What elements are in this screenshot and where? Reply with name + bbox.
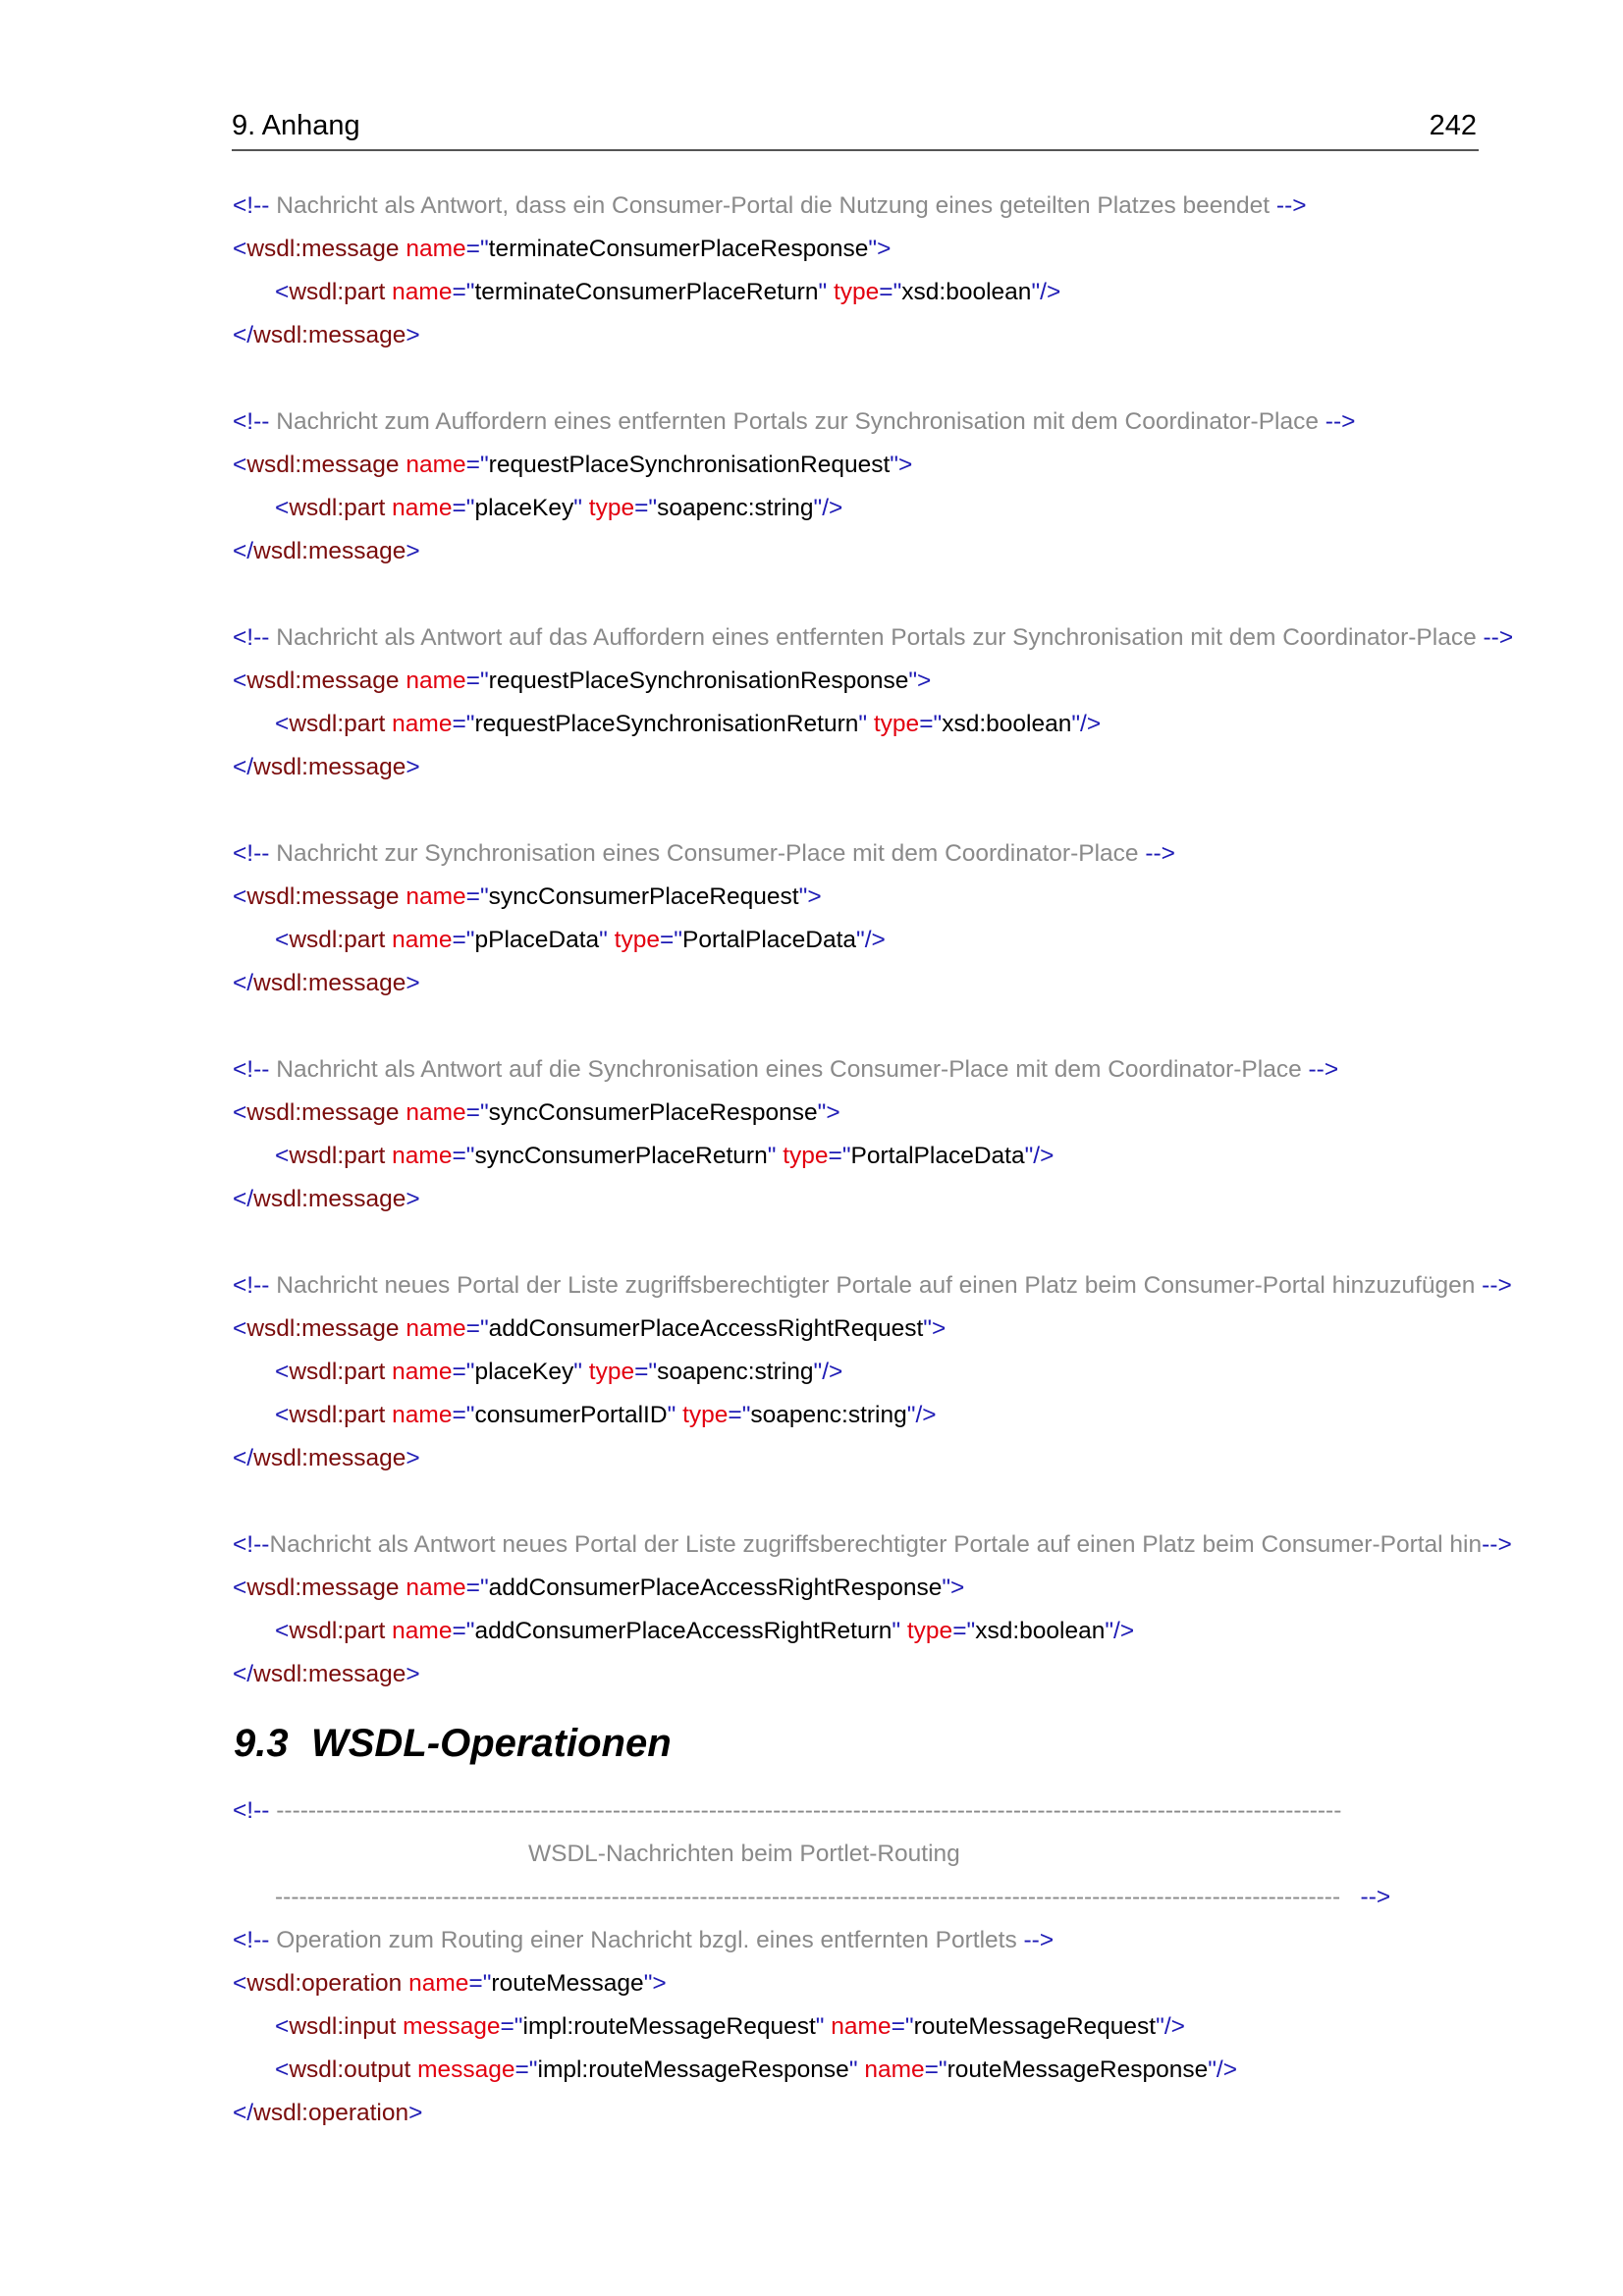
part-type: soapenc:string (750, 1402, 907, 1428)
xml-comment: <!-- Nachricht neues Portal der Liste zugriffsberechtigter Portale auf einen Platz beim Consumer-Portal hinzuzufügen --> (233, 1272, 1512, 1299)
message-part: <wsdl:part name="placeKey" type="soapenc:string"/> (275, 495, 843, 521)
xml-comment: <!-- Nachricht als Antwort auf die Synchronisation eines Consumer-Place mit dem Coordinator-Place --> (233, 1056, 1339, 1083)
message-open-tag: <wsdl:message name="syncConsumerPlaceResponse"> (233, 1099, 840, 1126)
message-name: syncConsumerPlaceRequest (488, 883, 799, 910)
banner-comment-line-2 (233, 1833, 1489, 1876)
message-part: <wsdl:part name="placeKey" type="soapenc:string"/> (275, 1359, 843, 1385)
message-close-tag: </wsdl:message> (233, 1186, 420, 1212)
message-name: syncConsumerPlaceResponse (488, 1099, 818, 1126)
blank-line (233, 789, 1489, 832)
part-name: requestPlaceSynchronisationReturn (474, 711, 859, 737)
message-part: <wsdl:part name="pPlaceData" type="PortalPlaceData"/> (275, 927, 886, 953)
message-part: <wsdl:part name="terminateConsumerPlaceReturn" type="xsd:boolean"/> (275, 279, 1061, 305)
message-name: requestPlaceSynchronisationRequest (488, 452, 891, 478)
message-name: requestPlaceSynchronisationResponse (488, 667, 909, 694)
banner-close: --> (1360, 1884, 1391, 1910)
operation-comment: <!-- Operation zum Routing einer Nachricht bzgl. eines entfernten Portlets --> (233, 1927, 1055, 1953)
operation-input-tag: <wsdl:input message="impl:routeMessageRequest" name="routeMessageRequest"/> (275, 2013, 1185, 2040)
part-type: soapenc:string (657, 495, 814, 521)
blank-line (233, 1005, 1489, 1048)
part-name: placeKey (474, 1359, 574, 1385)
message-name: addConsumerPlaceAccessRightRequest (488, 1315, 924, 1342)
part-type: xsd:boolean (901, 279, 1032, 305)
section-title: WSDL-Operationen (311, 1722, 672, 1765)
wsdl-message-list (233, 185, 1514, 1696)
operation-close-tag: </wsdl:operation> (233, 2100, 423, 2126)
message-open-tag: <wsdl:message name="addConsumerPlaceAccessRightRequest"> (233, 1315, 947, 1342)
section-number: 9.3 (234, 1722, 289, 1765)
comment-text: Nachricht zur Synchronisation eines Consumer-Place mit dem Coordinator-Place (269, 840, 1146, 867)
part-type: soapenc:string (657, 1359, 814, 1385)
message-close-tag: </wsdl:message> (233, 970, 420, 996)
message-part: <wsdl:part name="consumerPortalID" type="soapenc:string"/> (275, 1402, 937, 1428)
comment-text: Nachricht als Antwort auf das Auffordern eines entfernten Portals zur Synchronisation mit dem Coordinator-Place (269, 624, 1484, 651)
comment-text: Nachricht zum Auffordern eines entfernten Portals zur Synchronisation mit dem Coordinator-Place (269, 408, 1325, 435)
chapter-title: 9. Anhang (232, 110, 360, 141)
part-type: PortalPlaceData (682, 927, 857, 953)
part-type: xsd:boolean (975, 1618, 1106, 1644)
code-listing (233, 185, 1514, 2135)
message-open-tag: <wsdl:message name="addConsumerPlaceAccessRightResponse"> (233, 1575, 965, 1601)
message-open-tag: <wsdl:message name="syncConsumerPlaceRequest"> (233, 883, 822, 910)
blank-line (233, 573, 1489, 616)
xml-comment: <!-- Nachricht als Antwort auf das Auffordern eines entfernten Portals zur Synchronisation mit dem Coordinator-Place --> (233, 624, 1514, 651)
comment-text: Nachricht neues Portal der Liste zugriffsberechtigter Portale auf einen Platz beim Consumer-Portal hinzuzufügen (269, 1272, 1483, 1299)
comment-text: Nachricht als Antwort, dass ein Consumer-Portal die Nutzung eines geteilten Platzes beendet (269, 192, 1276, 219)
message-open-tag: <wsdl:message name="requestPlaceSynchronisationRequest"> (233, 452, 913, 478)
part-name: consumerPortalID (474, 1402, 668, 1428)
message-close-tag: </wsdl:message> (233, 1445, 420, 1471)
blank-line (233, 1480, 1489, 1523)
part-type: PortalPlaceData (850, 1143, 1025, 1169)
part-name: addConsumerPlaceAccessRightReturn (474, 1618, 893, 1644)
part-name: syncConsumerPlaceReturn (474, 1143, 768, 1169)
message-part: <wsdl:part name="syncConsumerPlaceReturn" type="PortalPlaceData"/> (275, 1143, 1055, 1169)
xml-comment: <!-- Nachricht als Antwort, dass ein Consumer-Portal die Nutzung eines geteilten Platzes beendet --> (233, 192, 1307, 219)
comment-text: Nachricht als Antwort auf die Synchronisation eines Consumer-Place mit dem Coordinator-Place (269, 1056, 1309, 1083)
page-number: 242 (1429, 110, 1477, 141)
message-part: <wsdl:part name="requestPlaceSynchronisationReturn" type="xsd:boolean"/> (275, 711, 1102, 737)
message-close-tag: </wsdl:message> (233, 754, 420, 780)
message-name: terminateConsumerPlaceResponse (488, 236, 869, 262)
message-close-tag: </wsdl:message> (233, 538, 420, 564)
operation-open-tag: <wsdl:operation name="routeMessage"> (233, 1970, 667, 1997)
part-name: pPlaceData (474, 927, 600, 953)
banner-comment-line-3 (233, 1876, 1489, 1919)
part-name: placeKey (474, 495, 574, 521)
part-name: terminateConsumerPlaceReturn (474, 279, 819, 305)
message-close-tag: </wsdl:message> (233, 1661, 420, 1687)
blank-line (233, 1221, 1489, 1264)
banner-open: <!-- (233, 1797, 277, 1824)
section-heading (233, 1696, 1489, 1789)
xml-comment: <!-- Nachricht zum Auffordern eines entfernten Portals zur Synchronisation mit dem Coordinator-Place --> (233, 408, 1356, 435)
operation-output-tag: <wsdl:output message="impl:routeMessageResponse" name="routeMessageResponse"/> (275, 2056, 1238, 2083)
part-type: xsd:boolean (942, 711, 1072, 737)
banner-comment-line-1 (233, 1789, 1489, 1833)
running-header (232, 106, 1479, 151)
message-open-tag: <wsdl:message name="terminateConsumerPlaceResponse"> (233, 236, 892, 262)
message-name: addConsumerPlaceAccessRightResponse (488, 1575, 943, 1601)
message-part: <wsdl:part name="addConsumerPlaceAccessRightReturn" type="xsd:boolean"/> (275, 1618, 1135, 1644)
comment-text: Nachricht als Antwort neues Portal der Liste zugriffsberechtigter Portale auf einen Platz beim Consumer-Portal hin (269, 1531, 1483, 1558)
xml-comment: <!--Nachricht als Antwort neues Portal der Liste zugriffsberechtigter Portale auf einen Platz beim Consumer-Portal hin--> (233, 1531, 1512, 1558)
message-open-tag: <wsdl:message name="requestPlaceSynchronisationResponse"> (233, 667, 932, 694)
xml-comment: <!-- Nachricht zur Synchronisation eines Consumer-Place mit dem Coordinator-Place --> (233, 840, 1175, 867)
banner-dashes-bottom: ------------------------------------------------------------------------------------------------------------------------------------- (275, 1884, 1341, 1910)
blank-line (233, 357, 1489, 400)
banner-text: WSDL-Nachrichten beim Portlet-Routing (528, 1841, 960, 1867)
banner-dashes-top: ------------------------------------------------------------------------------------------------------------------------------------- (276, 1797, 1342, 1824)
operation-name: routeMessage (491, 1970, 644, 1997)
message-close-tag: </wsdl:message> (233, 322, 420, 348)
